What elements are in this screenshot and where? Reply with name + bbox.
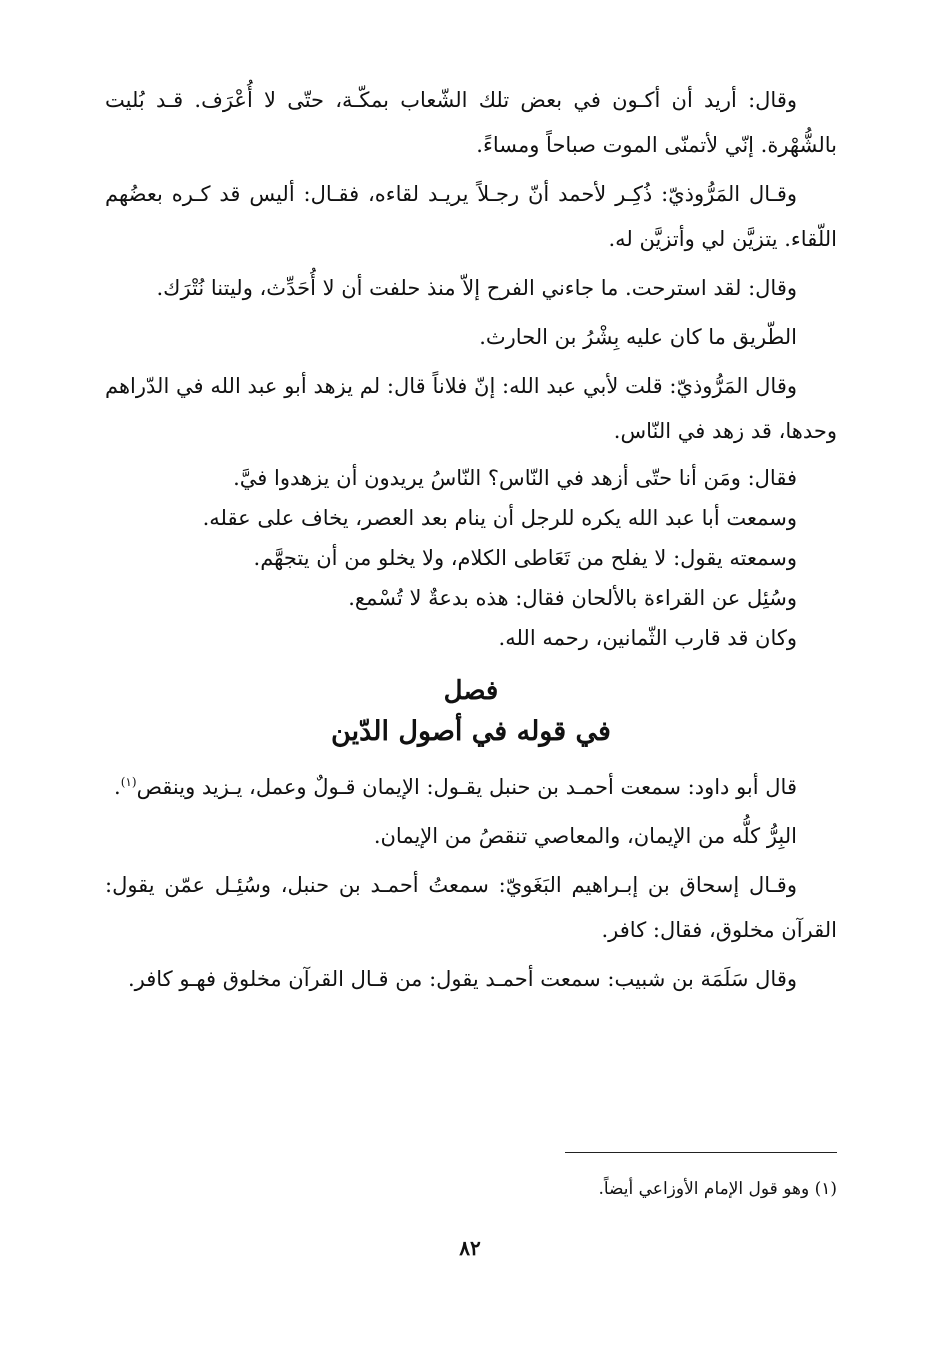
paragraph — [105, 760, 837, 810]
section-heading — [105, 672, 837, 754]
paragraph: وقال: أريد أن أكـون في بعض تلك الشّعاب بمكّـة، حتّى لا أُعْرَف. قـد بُليت بالشُّهْرة. إنّي لأتمنّى الموت صباحاً ومساءً. — [105, 88, 837, 157]
paragraph: وقـال المَرُّوذيّ: ذُكِـر لأحمد أنّ رجـلاً يريـد لقاءه، فقـال: أليس قد كـره بعضُهم اللّقاء. يتزيَّن لي وأتزيَّن له. — [105, 182, 837, 251]
paragraph: وكان قد قارب الثّمانين، رحمه الله. — [498, 626, 797, 650]
paragraph: الطّريق ما كان عليه بِشْرُ بن الحارث. — [479, 325, 797, 349]
page-body — [105, 78, 837, 1006]
paragraph-text: قال أبو داود: سمعت أحمـد بن حنبل يقـول: الإيمان قـولٌ وعمل، يـزيد وينقص — [136, 775, 797, 799]
footnote: (١) وهو قول الإمام الأوزاعي أيضاً. — [598, 1179, 837, 1199]
section-title: فصل — [443, 676, 499, 706]
paragraph: وسُئِل عن القراءة بالألحان فقال: هذه بدعةٌ لا تُسْمع. — [348, 586, 797, 610]
paragraph: البِرُّ كلُّه من الإيمان، والمعاصي تنقصُ من الإيمان. — [373, 824, 797, 848]
paragraph: وقال المَرُّوذيّ: قلت لأبي عبد الله: إنّ فلاناً قال: لم يزهد أبو عبد الله في الدّراهم وحدها، قد زهد في النّاس. — [105, 374, 837, 443]
paragraph: فقال: ومَن أنا حتّى أزهد في النّاس؟ النّاسُ يريدون أن يزهدوا فيَّ. — [233, 466, 797, 490]
page-number: ٨٢ — [459, 1236, 481, 1260]
footnote-reference: (١) — [120, 775, 137, 789]
footnote-divider — [565, 1152, 837, 1153]
paragraph: وقال: لقد استرحت. ما جاءني الفرح إلاّ منذ حلفت أن لا أُحَدِّث، وليتنا نُتْرَك. — [156, 276, 797, 300]
paragraph: وقـال إسحاق بن إبـراهيم البَغَويّ: سمعتُ أحمـد بن حنبل، وسُئِـل عمّن يقول: القرآن مخلوق، فقال: كافر. — [105, 873, 837, 942]
paragraph: وقال سَلَمَة بن شبيب: سمعت أحمـد يقول: من قـال القرآن مخلوق فهـو كافر. — [127, 967, 797, 991]
paragraph: وسمعته يقول: لا يفلح من تَعَاطى الكلام، ولا يخلو من أن يتجهَّم. — [253, 546, 797, 570]
paragraph-end: . — [114, 775, 121, 799]
section-subtitle: في قوله في أصول الدّين — [331, 716, 611, 747]
paragraph: وسمعت أبا عبد الله يكره للرجل أن ينام بعد العصر، يخاف على عقله. — [202, 506, 797, 530]
